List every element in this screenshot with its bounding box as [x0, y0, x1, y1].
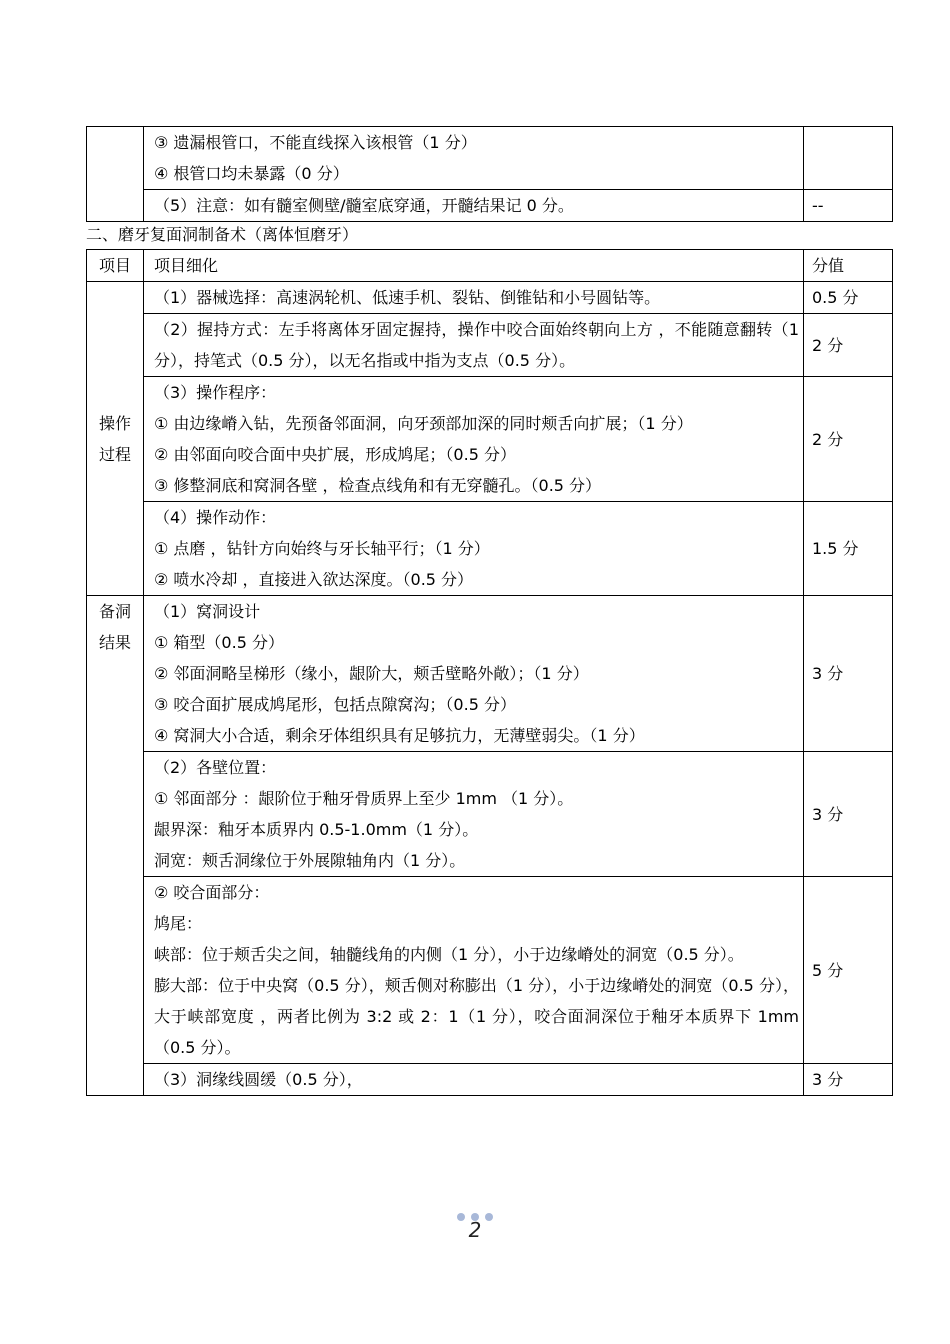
detail-line: 膨大部：位于中央窝（0.5 分），颊舌侧对称膨出（1 分），小于边缘嵴处的洞宽（0.5 分），大于峡部宽度 ，两者比例为 3:2 或 2：1（1 分），咬合面洞深位于釉牙本质界下 1mm（0.5 分）。 — [154, 976, 799, 1057]
table-row — [87, 596, 893, 752]
detail-line: ① 由边缘嵴入钻，先预备邻面洞，向牙颈部加深的同时颊舌向扩展；（1 分） — [154, 414, 693, 433]
detail-cell — [144, 127, 804, 190]
detail-line: ③ 遗漏根管口，不能直线探入该根管（1 分） — [154, 133, 477, 152]
detail-line: ② 由邻面向咬合面中央扩展，形成鸠尾；（0.5 分） — [154, 445, 516, 464]
empty-category-cell — [87, 127, 144, 222]
table-row — [87, 377, 893, 502]
page-dots-decoration — [0, 1206, 950, 1216]
scoring-table — [86, 249, 893, 1096]
score-cell: 5 分 — [804, 877, 893, 1064]
header-score: 分值 — [804, 250, 893, 282]
detail-cell — [144, 752, 804, 877]
table-row — [87, 502, 893, 596]
detail-line: ① 点磨 ，钻针方向始终与牙长轴平行；（1 分） — [154, 539, 490, 558]
detail-line: （3）操作程序： — [154, 383, 277, 402]
table-row — [87, 877, 893, 1064]
score-cell — [804, 127, 893, 190]
detail-line: ② 咬合面部分： — [154, 883, 270, 902]
detail-line: ① 邻面部分 ：龈阶位于釉牙骨质界上至少 1mm （1 分）。 — [154, 789, 574, 808]
score-cell: 3 分 — [804, 752, 893, 877]
detail-line: ④ 根管口均未暴露（0 分） — [154, 164, 349, 183]
table-header-row — [87, 250, 893, 282]
detail-line: 峡部：位于颊舌尖之间，轴髓线角的内侧（1 分），小于边缘嵴处的洞宽（0.5 分）。 — [154, 945, 744, 964]
detail-line: 洞宽：颊舌洞缘位于外展隙轴角内（1 分）。 — [154, 851, 466, 870]
detail-line: ② 喷水冷却 ，直接进入欲达深度。（0.5 分） — [154, 570, 474, 589]
table-row — [87, 190, 893, 222]
detail-line: ③ 咬合面扩展成鸠尾形，包括点隙窝沟；（0.5 分） — [154, 695, 516, 714]
table-row — [87, 282, 893, 314]
section-title: 二、磨牙复面洞制备术（离体恒磨牙） — [86, 225, 359, 244]
score-cell: 3 分 — [804, 1064, 893, 1096]
category-cell-result — [87, 596, 144, 1096]
header-detail: 项目细化 — [144, 250, 804, 282]
detail-cell — [144, 377, 804, 502]
table-row — [87, 1064, 893, 1096]
score-cell: 1.5 分 — [804, 502, 893, 596]
detail-line: （1）窝洞设计 — [154, 602, 261, 621]
detail-line: （5）注意：如有髓室侧壁/髓室底穿通，开髓结果记 0 分。 — [154, 196, 574, 215]
header-item: 项目 — [87, 250, 144, 282]
detail-cell — [144, 190, 804, 222]
detail-line: ① 箱型（0.5 分） — [154, 633, 284, 652]
category-label: 过程 — [98, 444, 131, 464]
category-cell-operation — [87, 282, 144, 596]
detail-line: （1）器械选择：高速涡轮机、低速手机、裂钻、倒锥钻和小号圆钻等。 — [154, 288, 661, 307]
detail-paragraph: （2）握持方式：左手将离体牙固定握持，操作中咬合面始终朝向上方 ，不能随意翻转（1 分），持笔式（0.5 分），以无名指或中指为支点（0.5 分）。 — [154, 320, 799, 370]
page-number: 2 — [468, 1218, 482, 1242]
category-label: 结果 — [98, 633, 131, 652]
detail-line: （4）操作动作： — [154, 508, 277, 527]
detail-cell — [144, 314, 804, 377]
detail-cell — [144, 502, 804, 596]
score-cell: 2 分 — [804, 314, 893, 377]
score-cell: 3 分 — [804, 596, 893, 752]
detail-line: ② 邻面洞略呈梯形（缘小，龈阶大，颊舌壁略外敞）；（1 分） — [154, 664, 589, 683]
score-cell: -- — [804, 190, 893, 222]
table-row — [87, 127, 893, 190]
detail-line: （2）各壁位置： — [154, 758, 277, 777]
detail-cell — [144, 596, 804, 752]
detail-line: 龈界深：釉牙本质界内 0.5-1.0mm（1 分）。 — [154, 820, 479, 839]
table-row — [87, 752, 893, 877]
detail-line: 鸠尾： — [154, 914, 203, 933]
category-label: 操作 — [98, 413, 131, 433]
category-label: 备洞 — [98, 602, 131, 621]
detail-line: ③ 修整洞底和窝洞各壁 ，检查点线角和有无穿髓孔。（0.5 分） — [154, 476, 602, 495]
detail-cell — [144, 1064, 804, 1096]
detail-cell — [144, 282, 804, 314]
detail-line: （3）洞缘线圆缓（0.5 分）， — [154, 1070, 363, 1089]
table-row — [87, 314, 893, 377]
score-cell: 0.5 分 — [804, 282, 893, 314]
score-cell: 2 分 — [804, 377, 893, 502]
detail-line: ④ 窝洞大小合适，剩余牙体组织具有足够抗力，无薄壁弱尖。（1 分） — [154, 726, 645, 745]
detail-cell — [144, 877, 804, 1064]
continuation-table — [86, 126, 893, 222]
